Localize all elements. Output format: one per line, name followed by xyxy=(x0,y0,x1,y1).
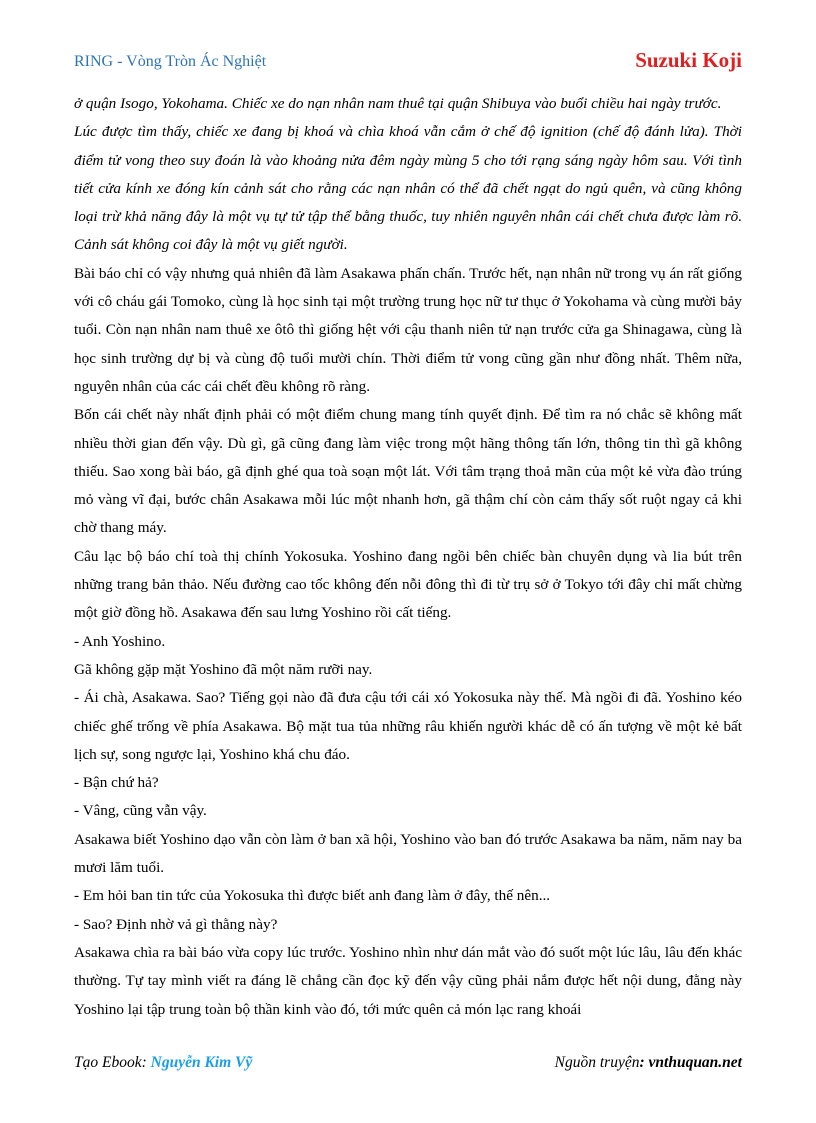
ebook-creator: Nguyễn Kim Vỹ xyxy=(150,1054,253,1071)
source-site: vnthuquan.net xyxy=(648,1054,742,1071)
source-credit-label: Nguồn truyện xyxy=(554,1054,640,1071)
dialogue-line: - Ái chà, Asakawa. Sao? Tiếng gọi nào đã đưa cậu tới cái xó Yokosuka này thế. Mà ngồi đi đã. Yoshino kéo chiếc ghế trống về phía Asakawa. Bộ mặt tua tủa những râu khiến người khác dễ có ấn tượng về một kẻ bất lịch sự, song ngược lại, Yoshino khá chu đáo. xyxy=(74,689,742,763)
author-name: Suzuki Koji xyxy=(635,48,742,72)
paragraph: Bài báo chỉ có vậy nhưng quả nhiên đã làm Asakawa phấn chấn. Trước hết, nạn nhân nữ trong vụ án rất giống với cô cháu gái Tomoko, cùng là học sinh tại một trường trung học nữ tư thục ở Yokohama và cùng mười bảy tuổi. Còn nạn nhân nam thuê xe ôtô thì giống hệt với cậu thanh niên tử nạn trước cửa ga Shinagawa, cùng là học sinh trường dự bị và cùng độ tuổi mười chín. Thời điểm tử vong cũng gần như đồng nhất. Thêm nữa, nguyên nhân của các cái chết đều không rõ ràng. xyxy=(74,264,742,395)
story-text xyxy=(74,90,742,1024)
page-header xyxy=(74,48,742,76)
paragraph: Asakawa chìa ra bài báo vừa copy lúc trước. Yoshino nhìn như dán mắt vào đó suốt một lúc lâu, lâu đến khác thường. Tự tay mình viết ra đáng lẽ chẳng cần đọc kỹ đến vậy cũng phải nắm được hết nội dung, đằng này Yoshino lại tập trung toàn bộ thần kinh vào đó, tới mức quên cả món lạc rang khoái xyxy=(74,943,742,1018)
dialogue-line: - Bận chứ hả? xyxy=(74,774,159,792)
ebook-credit-label: Tạo Ebook xyxy=(74,1054,142,1071)
dialogue-line: - Sao? Định nhờ vả gì thằng này? xyxy=(74,915,278,933)
dialogue-line: - Vâng, cũng vẫn vậy. xyxy=(74,802,207,820)
ebook-credit-sep: : xyxy=(141,1054,151,1071)
paragraph: ở quận Isogo, Yokohama. Chiếc xe do nạn nhân nam thuê tại quận Shibuya vào buổi chiều hai ngày trước. xyxy=(74,95,722,112)
dialogue-line: - Em hỏi ban tin tức của Yokosuka thì được biết anh đang làm ở đây, thế nên... xyxy=(74,887,551,905)
paragraph: Lúc được tìm thấy, chiếc xe đang bị khoá và chìa khoá vẫn cắm ở chế độ ignition (chế độ đánh lửa). Thời điểm tử vong theo suy đoán là vào khoảng nửa đêm ngày mùng 5 cho tới rạng sáng ngày hôm sau. Với tình tiết cửa kính xe đóng kín cảnh sát cho rằng các nạn nhân có thể đã chết ngạt do ngủ quên, và cũng không loại trừ khả năng đây là một vụ tự tử tập thể bằng thuốc, tuy nhiên nguyên nhân cái chết chưa được làm rõ. Cảnh sát không coi đây là một vụ giết người. xyxy=(74,123,742,254)
paragraph: Asakawa biết Yoshino dạo vẫn còn làm ở ban xã hội, Yoshino vào ban đó trước Asakawa ba năm, năm nay ba mươi lăm tuổi. xyxy=(74,830,742,877)
paragraph: Câu lạc bộ báo chí toà thị chính Yokosuka. Yoshino đang ngồi bên chiếc bàn chuyên dụng và lia bút trên những trang bản thảo. Nếu đường cao tốc không đến nỗi đông thì đi từ trụ sở ở Tokyo tới đây chỉ mất chừng một giờ đồng hồ. Asakawa đến sau lưng Yoshino rồi cất tiếng. xyxy=(74,547,742,622)
book-title: RING - Vòng Tròn Ác Nghiệt xyxy=(74,53,267,70)
dialogue-line: - Anh Yoshino. xyxy=(74,632,166,650)
paragraph: Gã không gặp mặt Yoshino đã một năm rưỡi nay. xyxy=(74,660,373,678)
page-footer xyxy=(74,1054,742,1076)
paragraph: Bốn cái chết này nhất định phải có một điểm chung mang tính quyết định. Để tìm ra nó chắc sẽ không mất nhiều thời gian đến vậy. Dù gì, gã cũng đang làm việc trong một hãng thông tấn lớn, thông tin thì gã không thiếu. Sao xong bài báo, gã định ghé qua toà soạn một lát. Với tâm trạng thoả mãn của một kẻ vừa đào trúng mỏ vàng vĩ đại, bước chân Asakawa mỗi lúc một nhanh hơn, gã thậm chí còn cảm thấy sốt ruột ngay cả khi chờ thang máy. xyxy=(74,406,742,537)
ebook-credit xyxy=(74,1054,252,1072)
source-credit-sep: : xyxy=(639,1054,649,1071)
source-credit xyxy=(555,1054,742,1072)
